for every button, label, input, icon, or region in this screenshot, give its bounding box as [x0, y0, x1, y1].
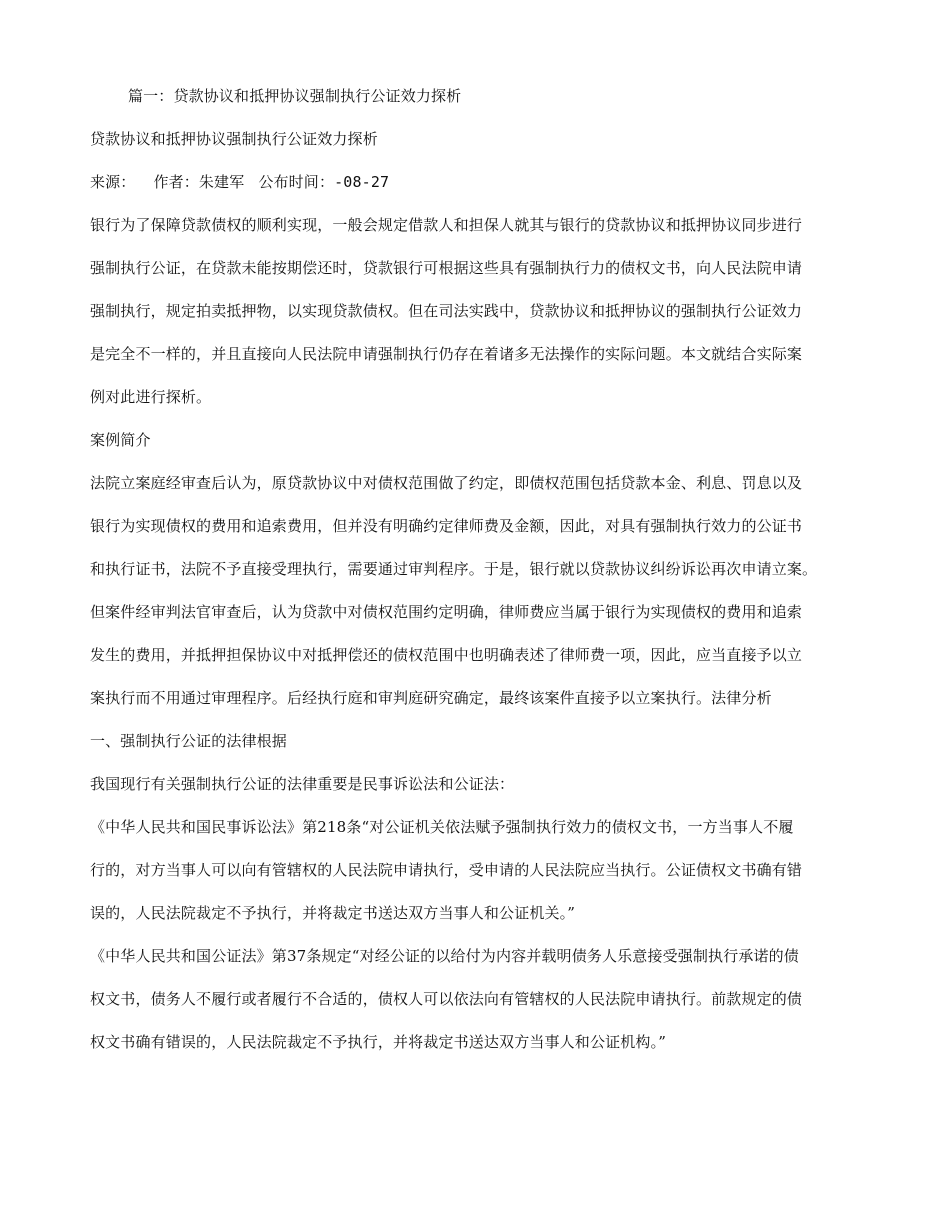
paragraph-line: 强制执行，规定拍卖抵押物，以实现贷款债权。但在司法实践中，贷款协议和抵押协议的强制执行公证效力	[90, 302, 803, 320]
section-intro: 我国现行有关强制执行公证的法律重要是民事诉讼法和公证法：	[90, 775, 515, 793]
paragraph-line: 案执行而不用通过审理程序。后经执行庭和审判庭研究确定，最终该案件直接予以立案执行。法律分析	[90, 689, 772, 707]
paragraph-line: 法院立案庭经审查后认为，原贷款协议中对债权范围做了约定，即债权范围包括贷款本金、利息、罚息以及	[90, 474, 803, 492]
case-heading: 案例简介	[90, 431, 151, 449]
article-meta	[90, 172, 389, 192]
paragraph-line: 和执行证书，法院不予直接受理执行，需要通过审判程序。于是，银行就以贷款协议纠纷诉讼再次申请立案。	[90, 560, 818, 578]
document-heading: 篇一：贷款协议和抵押协议强制执行公证效力探析	[128, 87, 462, 105]
paragraph-line: 强制执行公证，在贷款未能按期偿还时，贷款银行可根据这些具有强制执行力的债权文书，向人民法院申请	[90, 259, 803, 277]
source-label: 来源：	[90, 173, 136, 191]
paragraph-line: 例对此进行探析。	[90, 388, 212, 406]
law-citation-line: 误的，人民法院裁定不予执行，并将裁定书送达双方当事人和公证机关。”	[90, 904, 576, 922]
law-citation-line: 权文书确有错误的，人民法院裁定不予执行，并将裁定书送达双方当事人和公证机构。”	[90, 1033, 667, 1051]
law-citation-line: 权文书，债务人不履行或者履行不合适的，债权人可以依法向有管辖权的人民法院申请执行。前款规定的债	[90, 990, 803, 1008]
law-citation-line: 行的，对方当事人可以向有管辖权的人民法院申请执行，受申请的人民法院应当执行。公证债权文书确有错	[90, 861, 803, 879]
paragraph-line: 银行为实现债权的费用和追索费用，但并没有明确约定律师费及金额，因此，对具有强制执行效力的公证书	[90, 517, 803, 535]
publish-date: -08-27	[334, 173, 390, 191]
paragraph-line: 发生的费用，并抵押担保协议中对抵押偿还的债权范围中也明确表述了律师费一项，因此，应当直接予以立	[90, 646, 803, 664]
paragraph-line: 银行为了保障贷款债权的顺利实现，一般会规定借款人和担保人就其与银行的贷款协议和抵押协议同步进行	[90, 216, 803, 234]
article-title: 贷款协议和抵押协议强制执行公证效力探析	[90, 130, 378, 148]
date-label: 公布时间：	[258, 173, 335, 191]
author-label: 作者：	[153, 173, 199, 191]
law-citation-line: 《中华人民共和国公证法》第37条规定“对经公证的以给付为内容并载明债务人乐意接受强制执行承诺的债	[90, 947, 799, 965]
author-name: 朱建军	[198, 173, 245, 191]
paragraph-line: 是完全不一样的，并且直接向人民法院申请强制执行仍存在着诸多无法操作的实际问题。本文就结合实际案	[90, 345, 803, 363]
law-citation-line: 《中华人民共和国民事诉讼法》第218条“对公证机关依法赋予强制执行效力的债权文书，一方当事人不履	[90, 818, 794, 836]
section-heading: 一、强制执行公证的法律根据	[90, 732, 287, 750]
paragraph-line: 但案件经审判法官审查后，认为贷款中对债权范围约定明确，律师费应当属于银行为实现债权的费用和追索	[90, 603, 803, 621]
